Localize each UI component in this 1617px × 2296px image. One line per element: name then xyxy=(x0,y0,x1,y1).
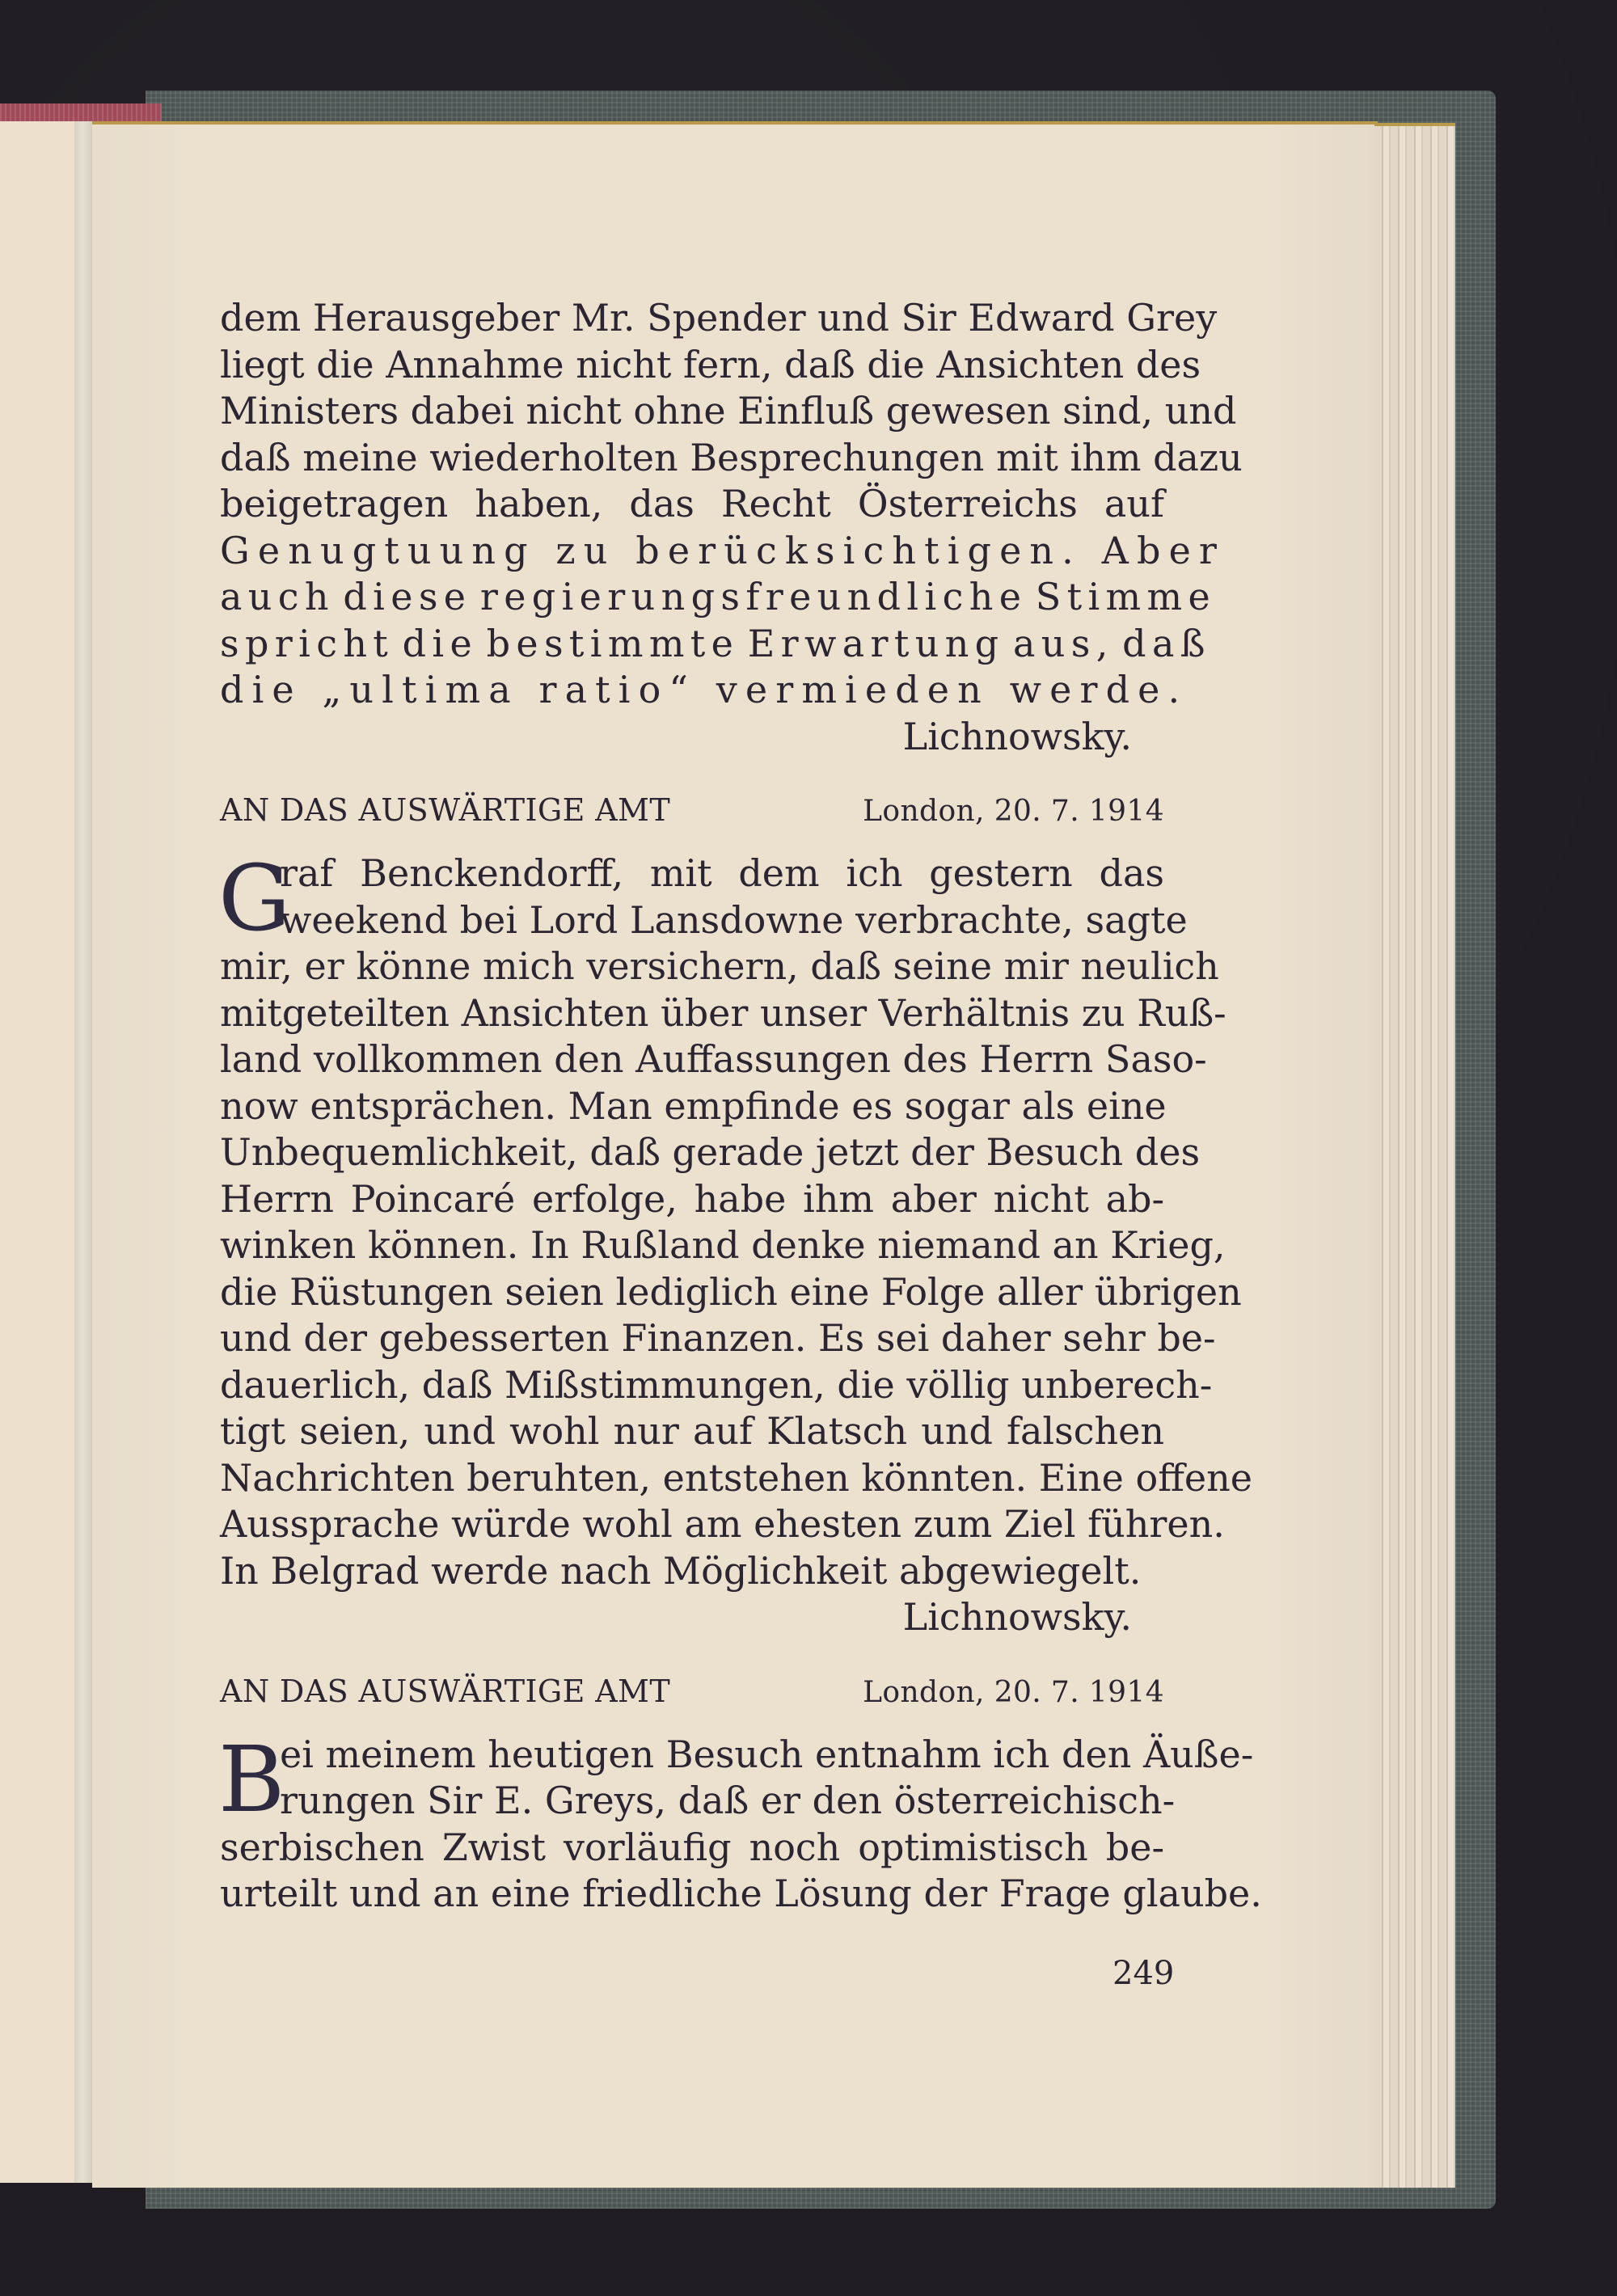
text-line: now entsprächen. Man empfinde es sogar als eine xyxy=(220,1083,1167,1128)
text-line: beigetragen haben, das Recht Österreichs auf xyxy=(220,482,1164,525)
text-line: liegt die Annahme nicht fern, daß die Ansichten des xyxy=(220,342,1201,386)
page-number: 249 xyxy=(1112,1955,1175,1992)
recipient: AN DAS AUSWÄRTIGE AMT xyxy=(220,792,671,828)
page-edges xyxy=(1374,123,1455,2188)
text-line: spricht die bestimmte Erwartung aus, daß xyxy=(220,621,1211,665)
text-line: weekend bei Lord Lansdowne verbrachte, sagte xyxy=(280,897,1188,942)
drop-cap: G xyxy=(218,846,291,952)
signature: Lichnowsky. xyxy=(902,1595,1132,1639)
recipient: AN DAS AUSWÄRTIGE AMT xyxy=(220,1673,671,1709)
letter-heading xyxy=(220,1669,1164,1709)
gutter xyxy=(74,121,92,2183)
text-line: serbischen Zwist vorläufig noch optimistisch be- xyxy=(220,1825,1164,1869)
left-page-edge xyxy=(0,121,81,2183)
text-line: In Belgrad werde nach Möglichkeit abgewiegelt. xyxy=(220,1548,1142,1593)
drop-cap: B xyxy=(218,1727,285,1833)
text-line: tigt seien, und wohl nur auf Klatsch und falschen xyxy=(220,1409,1164,1453)
text-line: mir, er könne mich versichern, daß seine mir neulich xyxy=(220,944,1219,988)
text-line: Nachrichten beruhten, entstehen könnten. Eine offene xyxy=(220,1455,1252,1500)
text-line: rungen Sir E. Greys, daß er den österreichisch- xyxy=(280,1779,1176,1822)
text-line: Aussprache würde wohl am ehesten zum Ziel führen. xyxy=(220,1502,1225,1546)
text-line: dauerlich, daß Mißstimmungen, die völlig unberech- xyxy=(220,1362,1213,1407)
text-line: und der gebesserten Finanzen. Es sei daher sehr be- xyxy=(220,1316,1216,1360)
text-line: auch diese regierungsfreundliche Stimme xyxy=(220,575,1217,618)
text-line: daß meine wiederholten Besprechungen mit ihm dazu xyxy=(220,435,1243,479)
text-line: winken können. In Rußland denke niemand an Krieg, xyxy=(220,1223,1226,1267)
place-date: London, 20. 7. 1914 xyxy=(863,795,1164,828)
text-line: dem Herausgeber Mr. Spender und Sir Edward Grey xyxy=(220,296,1218,340)
text-line: Ministers dabei nicht ohne Einfluß gewesen sind, und xyxy=(220,389,1237,433)
text-line: ei meinem heutigen Besuch entnahm ich den Äuße- xyxy=(280,1732,1254,1776)
continuation-paragraph xyxy=(220,295,1243,760)
place-date: London, 20. 7. 1914 xyxy=(863,1675,1164,1709)
letter-paragraph xyxy=(218,846,1252,1641)
text-line: die „ultima ratio“ vermieden werde. xyxy=(220,668,1188,711)
letter-paragraph xyxy=(218,1727,1262,1918)
text-line: land vollkommen den Auffassungen des Herrn Saso- xyxy=(220,1037,1207,1081)
letter-heading xyxy=(220,787,1164,828)
text-line: mitgeteilten Ansichten über unser Verhältnis zu Ruß- xyxy=(220,990,1226,1035)
text-line: raf Benckendorff, mit dem ich gestern das xyxy=(280,851,1164,895)
page-text xyxy=(218,295,1262,1918)
text-line: Herrn Poincaré erfolge, habe ihm aber nicht ab- xyxy=(220,1176,1164,1221)
text-line: urteilt und an eine friedliche Lösung der Frage glaube. xyxy=(220,1872,1262,1915)
text-line: Unbequemlichkeit, daß gerade jetzt der Besuch des xyxy=(220,1130,1201,1174)
signature: Lichnowsky. xyxy=(902,714,1132,758)
text-line: die Rüstungen seien lediglich eine Folge aller übrigen xyxy=(220,1269,1242,1314)
text-line: Genugtuung zu berücksichtigen. Aber xyxy=(220,528,1226,572)
